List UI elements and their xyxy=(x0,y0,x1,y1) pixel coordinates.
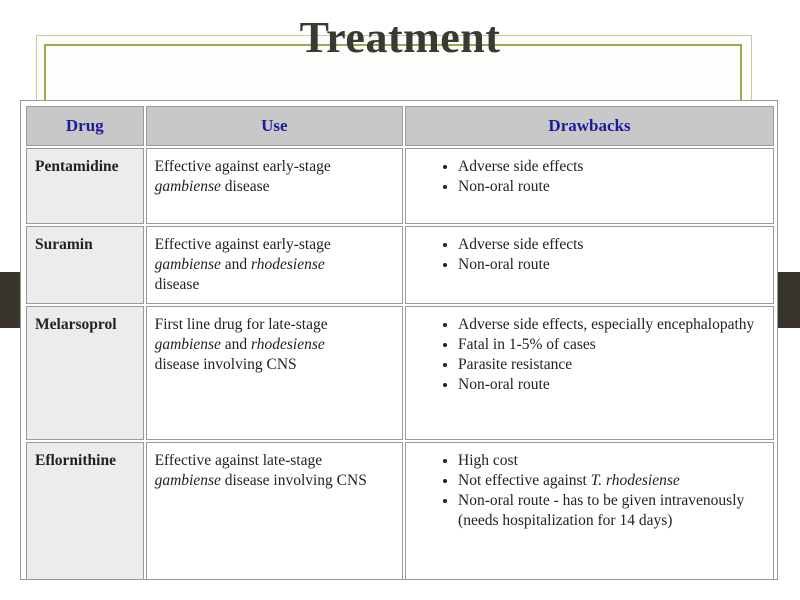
drug-drawbacks xyxy=(405,442,774,580)
drawbacks-list xyxy=(406,451,765,531)
list-item: • Parasite resistance xyxy=(458,355,765,375)
drug-drawbacks xyxy=(405,148,774,224)
drug-use: Effective against early-stage gambiense disease xyxy=(146,148,403,224)
drug-name: Pentamidine xyxy=(26,148,144,224)
list-item: • Adverse side effects xyxy=(458,235,765,255)
header-use: Use xyxy=(146,106,403,146)
treatment-table xyxy=(24,104,776,582)
list-item: • Fatal in 1-5% of cases xyxy=(458,335,765,355)
list-item: • Non-oral route - has to be given intravenously (needs hospitalization for 14 days) xyxy=(458,491,765,531)
drawbacks-list xyxy=(406,157,765,197)
drug-name: Eflornithine xyxy=(26,442,144,580)
drug-use: First line drug for late-stage gambiense and rhodesiense disease involving CNS xyxy=(146,306,403,440)
drug-drawbacks xyxy=(405,306,774,440)
right-side-bar xyxy=(775,272,800,328)
table-header-row xyxy=(26,106,774,146)
list-item: • Non-oral route xyxy=(458,375,765,395)
list-item: • Not effective against T. rhodesiense xyxy=(458,471,765,491)
list-item: • High cost xyxy=(458,451,765,471)
treatment-table-container xyxy=(20,100,778,580)
header-drug: Drug xyxy=(26,106,144,146)
table-row xyxy=(26,442,774,580)
page-title: Treatment xyxy=(299,13,501,62)
left-side-bar xyxy=(0,272,22,328)
drawbacks-list xyxy=(406,235,765,275)
list-item: • Adverse side effects xyxy=(458,157,765,177)
drug-drawbacks xyxy=(405,226,774,304)
drug-name: Suramin xyxy=(26,226,144,304)
table-row xyxy=(26,306,774,440)
table-row xyxy=(26,226,774,304)
list-item: • Non-oral route xyxy=(458,177,765,197)
list-item: • Non-oral route xyxy=(458,255,765,275)
drug-use: Effective against late-stage gambiense disease involving CNS xyxy=(146,442,403,580)
drug-name: Melarsoprol xyxy=(26,306,144,440)
header-drawbacks: Drawbacks xyxy=(405,106,774,146)
list-item: • Adverse side effects, especially encephalopathy xyxy=(458,315,765,335)
drug-use: Effective against early-stage gambiense and rhodesiense disease xyxy=(146,226,403,304)
table-row xyxy=(26,148,774,224)
drawbacks-list xyxy=(406,315,765,395)
